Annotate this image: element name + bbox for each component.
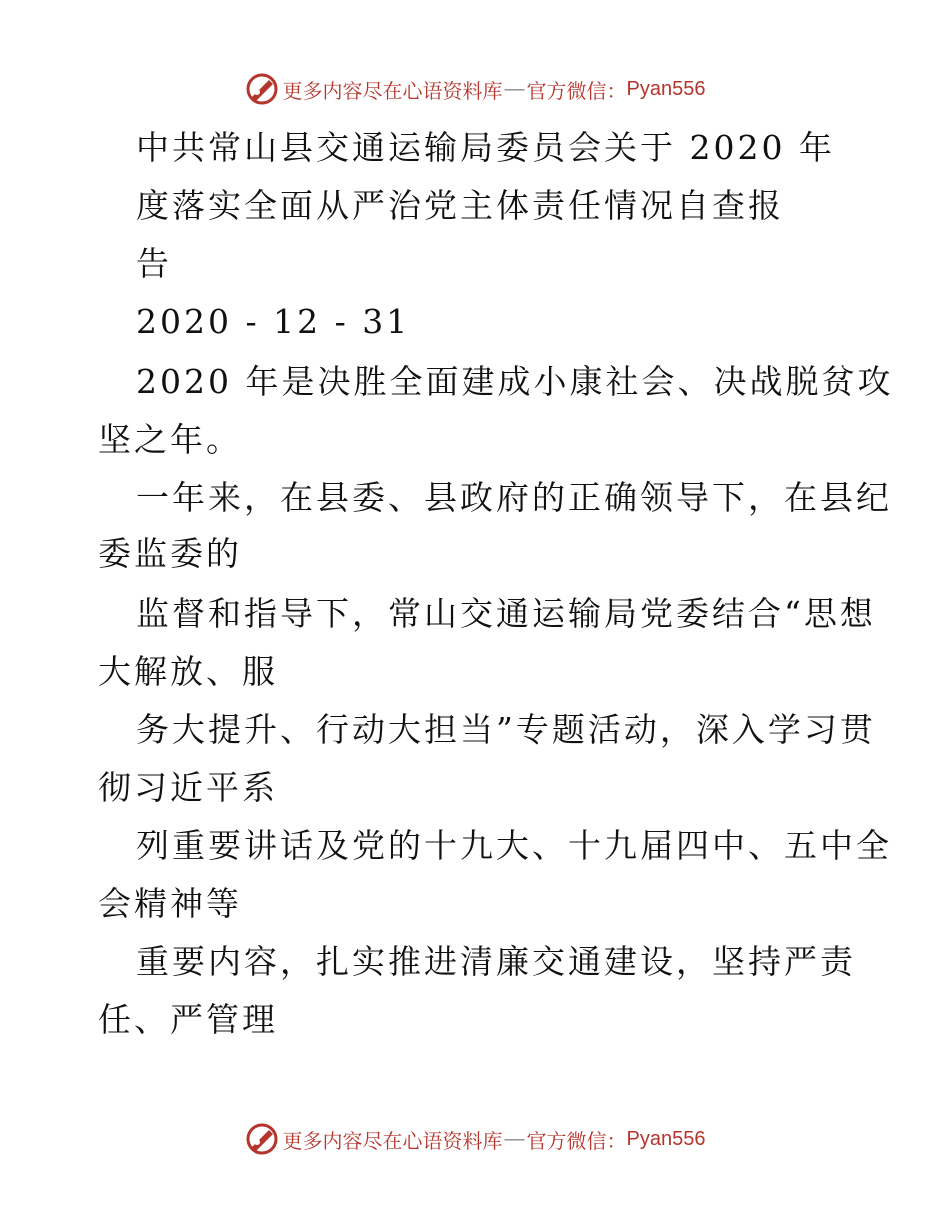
paragraph-line: 2020 年是决胜全面建成小康社会、决战脱贫攻 (136, 362, 894, 401)
paragraph-line: 监督和指导下，常山交通运输局党委结合“思想 (136, 594, 876, 633)
title-line-3: 告 (136, 244, 172, 283)
title-line-1: 中共常山县交通运输局委员会关于 2020 年 (136, 128, 835, 167)
header-banner (0, 72, 950, 106)
document-date: 2020 - 12 - 31 (136, 302, 411, 341)
paragraph-line: 一年来，在县委、县政府的正确领导下，在县纪 (136, 478, 892, 517)
paragraph-line: 委监委的 (98, 534, 242, 573)
footer-banner (0, 1122, 950, 1156)
paragraph-line: 坚之年。 (98, 420, 242, 459)
wechat-label: 官方微信： (526, 1128, 627, 1153)
paragraph-line: 重要内容，扎实推进清廉交通建设，坚持严责 (136, 942, 856, 981)
paragraph-line: 大解放、服 (98, 652, 278, 691)
paragraph-line: 列重要讲话及党的十九大、十九届四中、五中全 (136, 826, 892, 865)
banner-text: 更多内容尽在心语资料库 (282, 78, 503, 103)
title-line-2: 度落实全面从严治党主体责任情况自查报 (136, 186, 784, 225)
wechat-label: 官方微信： (526, 78, 627, 103)
paragraph-line: 任、严管理 (98, 1000, 278, 1039)
banner-text: 更多内容尽在心语资料库 (282, 1128, 503, 1153)
banner-separator: — (504, 77, 525, 100)
wechat-id: Pyan556 (626, 77, 706, 100)
paragraph-line: 会精神等 (98, 884, 242, 923)
paragraph-line: 彻习近平系 (98, 768, 278, 807)
pen-logo-icon (245, 72, 279, 106)
banner-separator: — (504, 1127, 525, 1150)
wechat-id: Pyan556 (626, 1127, 706, 1150)
pen-logo-icon (245, 1122, 279, 1156)
paragraph-line: 务大提升、行动大担当”专题活动，深入学习贯 (136, 710, 876, 749)
